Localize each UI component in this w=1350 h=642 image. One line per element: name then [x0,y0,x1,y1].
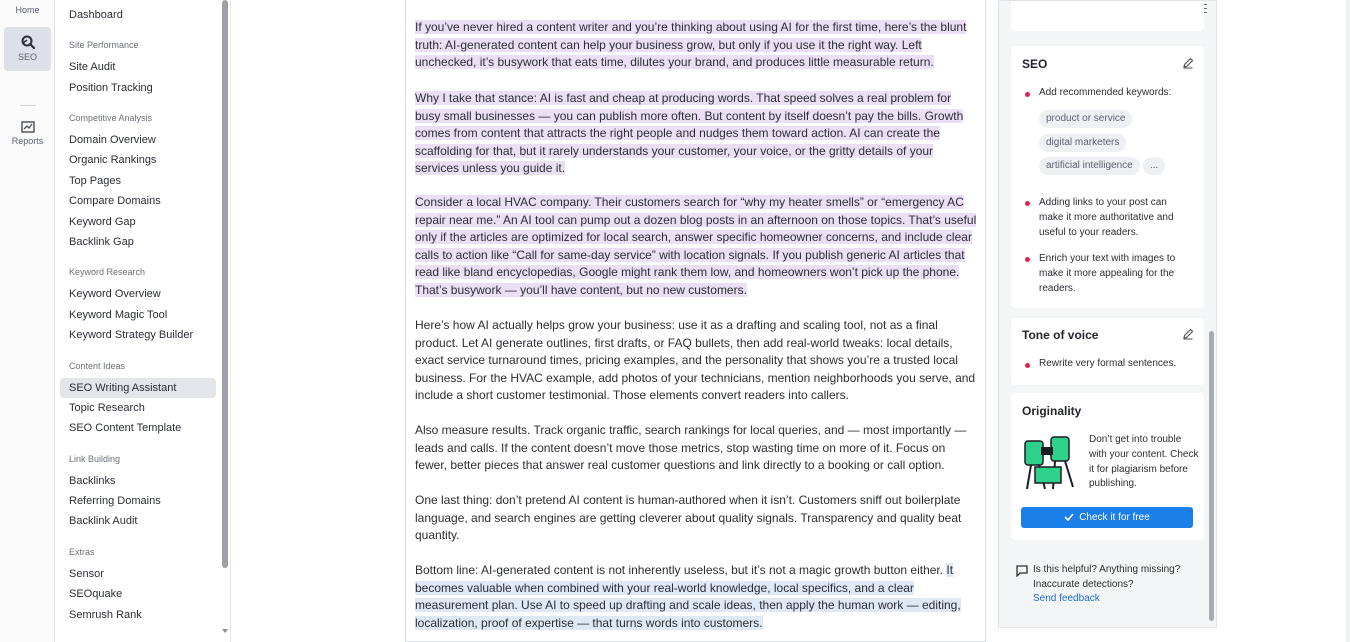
nav-item-keyword-gap[interactable]: Keyword Gap [69,216,136,228]
seo-card-title: SEO [1022,57,1048,71]
editor-paragraph[interactable] [415,194,979,300]
paragraph-text: If you’ve never hired a content writer and you’re thinking about using AI for the first time, here’s the blunt truth: AI-generated content can help your business grow, but only if you use it the right way. Left unchecked, it’s busywork that eats time, dilutes your brand, and produces little measurable return. [415,20,967,70]
rail-home-label: Home [15,5,40,15]
nav-item-organic-rankings[interactable]: Organic Rankings [69,154,157,166]
editor-paragraph[interactable] [415,422,979,475]
send-feedback-link[interactable]: Send feedback [1033,593,1100,604]
nav-item-seo-content-template[interactable]: SEO Content Template [69,422,182,434]
rail-reports-label: Reports [11,136,44,146]
nav-scrollbar[interactable] [222,0,228,568]
tone-card-title: Tone of voice [1022,328,1099,342]
nav-item-site-audit[interactable]: Site Audit [69,61,116,73]
nav-heading-link-building: Link Building [69,454,121,464]
nav-item-seoquake[interactable]: SEOquake [69,588,123,600]
nav-heading-competitive-analysis: Competitive Analysis [69,113,153,123]
feedback-question: Is this helpful? Anything missing? Inaccurate detections? [1033,564,1181,590]
paragraph-text: Consider a local HVAC company. Their customers search for “why my heater smells” or “emergency AC repair near me.” An AI tool can pump out a dozen blog posts in an afternoon on those topics. That’s useful only if the articles are optimized for local search, answer specific homeowner concerns, and include clear calls to action like “Call for same-day service” with location signals. If you publish generic AI articles that read like bland encyclopedias, Google might rank them low, and homeowners won’t pick up the phone. That’s busywork — you’ll have content, but no new customers. [415,195,977,297]
keyword-chip[interactable]: digital marketers [1039,134,1126,152]
assistant-panel [998,0,1217,628]
checkmark-icon [1064,513,1074,521]
tone-tip: Rewrite very formal sentences. [1039,358,1177,369]
nav-item-backlink-audit[interactable]: Backlink Audit [69,515,138,527]
nav-item-seo-writing-assistant[interactable]: SEO Writing Assistant [60,378,216,398]
rail-seo[interactable] [4,27,51,71]
keyword-chip[interactable]: artificial intelligence [1039,157,1140,175]
nav-scroll-down-arrow[interactable] [222,629,228,633]
editor-paragraph[interactable] [415,317,979,405]
rail-reports[interactable] [4,121,51,146]
nav-item-keyword-strategy-builder[interactable]: Keyword Strategy Builder [69,329,194,341]
edit-icon[interactable] [1182,328,1194,340]
nav-item-compare-domains[interactable]: Compare Domains [69,195,161,207]
nav-item-position-tracking[interactable]: Position Tracking [69,82,153,94]
originality-card-title: Originality [1022,404,1082,418]
bullet-dot [1025,92,1030,97]
rail-home[interactable] [4,5,51,15]
reports-icon [21,121,35,133]
seo-card [1011,46,1204,308]
previous-card [1011,1,1204,31]
bullet-dot [1025,363,1030,368]
page-scrollbar-track[interactable] [1346,0,1350,642]
tip-images: Enrich your text with images to make it more appealing for the readers. [1039,253,1176,294]
binoculars-illustration-icon [1021,431,1079,491]
nav-item-domain-overview[interactable]: Domain Overview [69,134,156,146]
nav-item-keyword-overview[interactable]: Keyword Overview [69,288,161,300]
bullet-dot [1025,201,1030,206]
tone-card [1011,318,1204,385]
nav-heading-keyword-research: Keyword Research [69,267,146,277]
bullet-dot [1025,257,1030,262]
originality-text: Don’t get into trouble with your content. Check it for plagiarism before publishing. [1089,434,1199,490]
nav-item-backlink-gap[interactable]: Backlink Gap [69,236,134,248]
keywords-label: Add recommended keywords: [1039,87,1172,98]
paragraph-text-start: Bottom line: AI-generated content is not inherently useless, but it’s not a magic growth button either. [415,563,947,577]
nav-heading-content-ideas: Content Ideas [69,361,126,371]
text-editor[interactable] [405,0,986,642]
tip-links: Adding links to your post can make it more authoritative and useful to your readers. [1039,197,1174,238]
nav-item-backlinks[interactable]: Backlinks [69,475,116,487]
edit-icon[interactable] [1182,57,1194,69]
nav-item-top-pages[interactable]: Top Pages [69,175,121,187]
paragraph-text: One last thing: don’t pretend AI content is human-authored when it isn’t. Customers sniff out boilerplate language, and search engines are getting cleverer about quality signals. Transparency and quality beat quantity. [415,493,962,543]
paragraph-text-highlighted: It becomes valuable when combined with your real-world knowledge, local specifics, and a clear measurement plan. Use AI to speed up drafting and scale ideas, then apply the human work — editing, localization, proof of expertise — that turns words into customers. [415,563,961,630]
seo-navigation [56,0,231,642]
check-button-label: Check it for free [1079,512,1150,523]
nav-item-referring-domains[interactable]: Referring Domains [69,495,161,507]
nav-item-semrush-rank[interactable]: Semrush Rank [69,609,142,621]
nav-heading-site-performance: Site Performance [69,40,139,50]
seo-icon [20,35,36,49]
keyword-chip[interactable]: product or service [1039,110,1132,128]
paragraph-text: Also measure results. Track organic traffic, search rankings for local queries, and — most importantly — leads and calls. If the content doesn’t move those metrics, stop wasting time on more of it. Focus on fewer, better pieces that answer real customer questions and link directly to a booking or call option. [415,423,967,473]
rail-divider [20,105,36,106]
nav-item-sensor[interactable]: Sensor [69,568,104,580]
editor-paragraph[interactable] [415,562,979,632]
more-keywords-chip[interactable]: ... [1143,157,1165,175]
editor-paragraph[interactable] [415,90,979,178]
rail-seo-label: SEO [17,52,37,62]
feedback-icon [1016,565,1028,577]
editor-paragraph[interactable] [415,492,979,545]
nav-item-dashboard[interactable]: Dashboard [69,9,123,21]
app-rail [0,0,55,642]
check-for-free-button[interactable] [1021,507,1193,528]
editor-paragraph[interactable] [415,19,979,72]
originality-card [1011,393,1204,540]
panel-scrollbar[interactable] [1209,331,1214,621]
nav-heading-extras: Extras [69,547,95,557]
paragraph-text: Why I take that stance: AI is fast and cheap at producing words. That speed solves a real problem for busy small businesses — you can publish more often. But content by itself doesn’t pay the bills. Growth comes from content that attracts the right people and nudges them toward action. AI can create the scaffolding for that, but it rarely understands your customer, your voice, or the gritty details of your services unless you guide it. [415,91,964,176]
nav-item-keyword-magic-tool[interactable]: Keyword Magic Tool [69,309,168,321]
paragraph-text: Here’s how AI actually helps grow your business: use it as a drafting and scaling tool, not as a final product. Let AI generate outlines, first drafts, or FAQ bullets, then add real-world tweaks: local details, exact service turnaround times, pricing examples, and the personality that shows you’re a trusted local business. For the HVAC example, add photos of your technicians, mention neighborhoods you serve, and include a short customer testimonial. Those elements convert readers into callers. [415,318,976,403]
nav-item-topic-research[interactable]: Topic Research [69,402,145,414]
